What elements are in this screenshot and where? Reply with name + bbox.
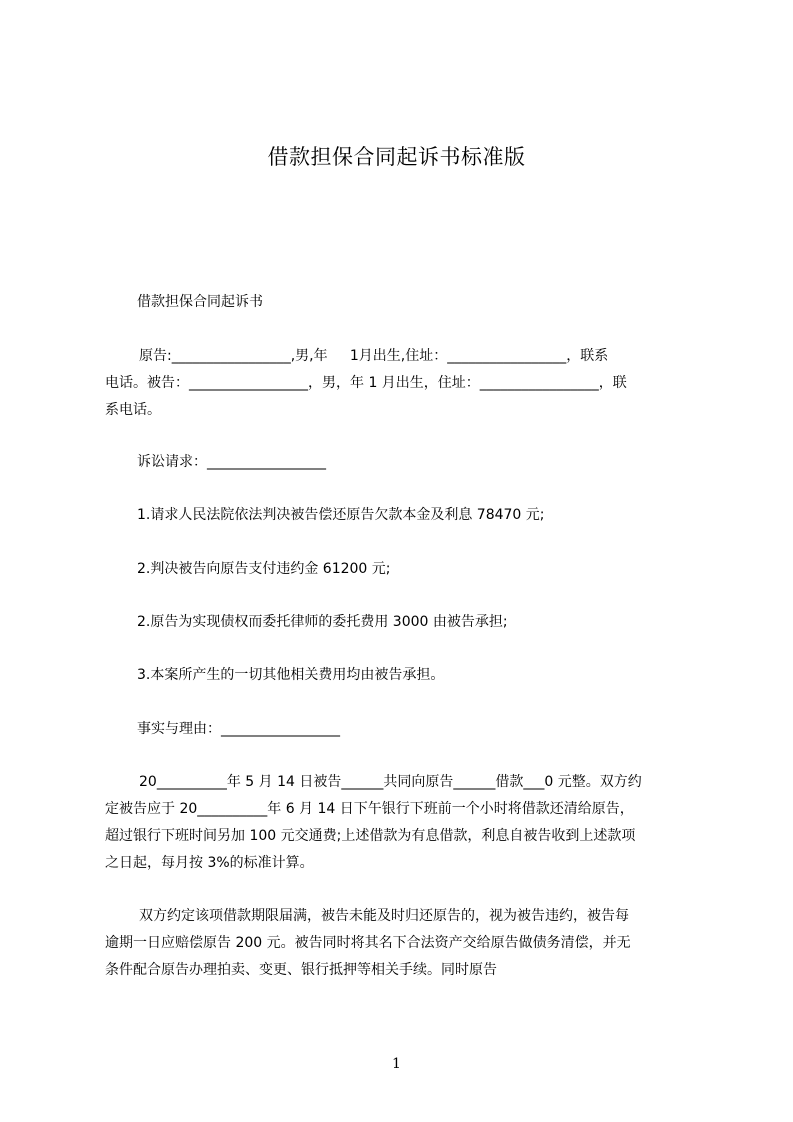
page-number: 1: [392, 1056, 401, 1072]
claims-heading: 诉讼请求：_________________: [137, 454, 326, 470]
facts-p1-line-3: 超过银行下班时间另加 100 元交通费;上述借款为有息借款，利息自被告收到上述款项: [105, 828, 636, 844]
facts-p1-line-2: 定被告应于 20__________年 6 月 14 日下午银行下班前一个小时将借款还清给原告，: [105, 801, 634, 817]
facts-heading: 事实与理由：_________________: [137, 721, 340, 737]
parties-line-3: 系电话。: [105, 402, 161, 418]
facts-p2-line-1: 双方约定该项借款期限届满，被告未能及时归还原告的，视为被告违约，被告每: [139, 908, 629, 924]
facts-p1-line-1: 20__________年 5 月 14 日被告______共同向原告______借款___0 元整。双方约: [139, 774, 642, 790]
claim-item-3: 2.原告为实现债权而委托律师的委托费用 3000 由被告承担;: [137, 614, 508, 630]
parties-line-2: 电话。被告：_________________，男，年 1 月出生，住址：_________________，联: [105, 375, 627, 391]
claim-item-4: 3.本案所产生的一切其他相关费用均由被告承担。: [137, 667, 445, 683]
document-title: 借款担保合同起诉书标准版: [267, 145, 526, 169]
parties-line-1: 原告:_________________,男,年 1月出生,住址：_________________，联系: [139, 348, 609, 364]
claim-item-2: 2.判决被告向原告支付违约金 61200 元;: [137, 561, 391, 577]
facts-p2-line-3: 条件配合原告办理拍卖、变更、银行抵押等相关手续。同时原告: [105, 962, 497, 978]
facts-p1-line-4: 之日起，每月按 3%的标准计算。: [105, 855, 314, 871]
facts-p2-line-2: 逾期一日应赔偿原告 200 元。被告同时将其名下合法资产交给原告做债务清偿，并无: [105, 935, 631, 951]
claim-item-1: 1.请求人民法院依法判决被告偿还原告欠款本金及利息 78470 元;: [137, 507, 545, 523]
subtitle: 借款担保合同起诉书: [137, 294, 263, 310]
